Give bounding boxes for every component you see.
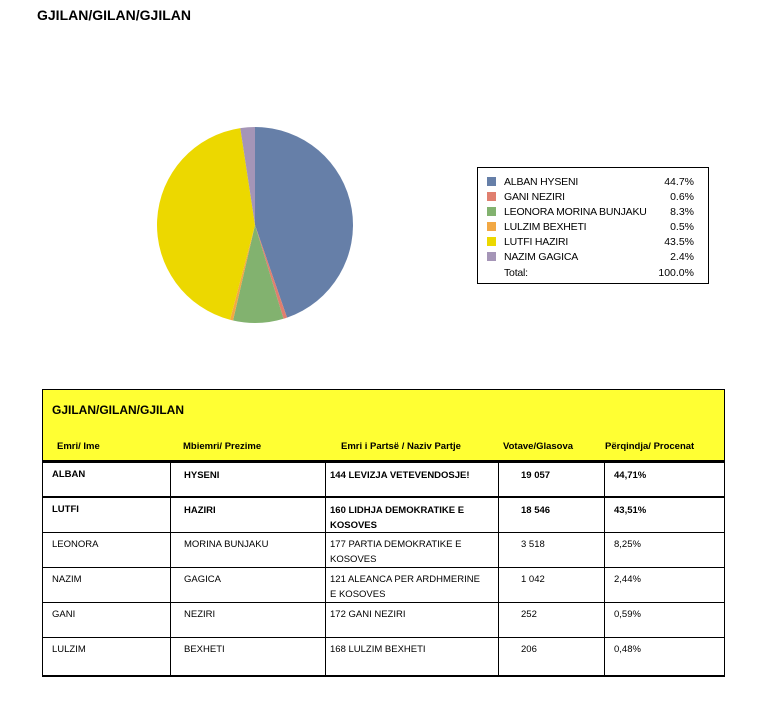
column-divider [604,603,605,638]
table-border [724,463,725,498]
cell-party-line1: 177 PARTIA DEMOKRATIKE E [330,539,462,550]
cell-votes: 206 [521,644,537,655]
column-header-last-name: Mbiemri/ Prezime [183,441,262,452]
legend-label: NAZIM GAGICA [504,250,579,263]
legend-swatch [487,222,496,231]
cell-votes: 1 042 [521,574,545,585]
column-header-party: Emri i Partsë / Naziv Partje [341,441,461,452]
legend-label: LUTFI HAZIRI [504,235,569,248]
cell-last-name: GAGICA [184,574,221,585]
table-border [42,498,43,534]
cell-party-line2: KOSOVES [330,520,377,531]
legend-value: 44.7% [664,175,694,188]
results-table [42,389,725,677]
column-divider [604,498,605,534]
cell-party-line1: 160 LIDHJA DEMOKRATIKE E [330,505,465,516]
legend-label: ALBAN HYSENI [504,175,579,188]
cell-party-line2: KOSOVES [330,554,377,565]
table-border [42,463,43,498]
table-row [42,567,725,602]
cell-last-name: NEZIRI [184,609,216,620]
column-divider [325,568,326,603]
cell-last-name: BEXHETI [184,644,225,655]
column-divider [498,533,499,568]
table-border [42,533,43,568]
cell-first-name: LULZIM [52,644,86,655]
cell-votes: 18 546 [521,505,551,516]
legend-label: GANI NEZIRI [504,190,565,203]
column-divider [170,498,171,534]
table-header [42,389,725,461]
cell-party-line1: 168 LULZIM BEXHETI [330,644,426,655]
table-row [42,461,725,496]
table-row [42,602,725,637]
legend-value: 43.5% [664,235,694,248]
cell-last-name: MORINA BUNJAKU [184,539,269,550]
legend-value: 0.6% [670,190,694,203]
column-divider [604,463,605,498]
cell-party-line1: 144 LEVIZJA VETEVENDOSJE! [330,470,470,481]
legend-total-value: 100.0% [658,266,694,279]
table-border [724,498,725,534]
cell-percent: 2,44% [614,574,641,585]
table-border [724,533,725,568]
cell-first-name: LUTFI [52,504,79,515]
cell-percent: 8,25% [614,539,641,550]
table-border [42,638,43,676]
table-row [42,496,725,532]
legend-swatch [487,252,496,261]
cell-first-name: GANI [52,609,76,620]
legend-item [487,189,694,204]
cell-last-name: HYSENI [184,470,220,481]
table-bottom-border [42,675,725,677]
table-row [42,637,725,675]
table-border [42,568,43,603]
column-divider [325,638,326,676]
cell-percent: 0,48% [614,644,641,655]
column-divider [604,533,605,568]
legend-value: 0.5% [670,220,694,233]
column-divider [498,603,499,638]
column-divider [498,568,499,603]
cell-votes: 3 518 [521,539,545,550]
column-divider [170,568,171,603]
legend-total-label: Total: [504,266,528,279]
column-divider [170,638,171,676]
cell-percent: 0,59% [614,609,641,620]
chart-legend [477,167,709,284]
column-divider [325,533,326,568]
cell-first-name: NAZIM [52,574,82,585]
table-border [724,568,725,603]
legend-value: 2.4% [670,250,694,263]
legend-value: 8.3% [670,205,694,218]
table-title: GJILAN/GILAN/GJILAN [52,403,185,417]
legend-label: LEONORA MORINA BUNJAKU [504,205,647,218]
column-divider [498,498,499,534]
cell-votes: 19 057 [521,470,551,481]
column-divider [325,603,326,638]
column-divider [604,638,605,676]
table-border [724,603,725,638]
column-divider [604,568,605,603]
cell-votes: 252 [521,609,537,620]
legend-item [487,219,694,234]
cell-first-name: ALBAN [52,469,86,480]
legend-swatch [487,207,496,216]
column-divider [325,498,326,534]
cell-last-name: HAZIRI [184,505,216,516]
legend-item [487,174,694,189]
column-divider [498,638,499,676]
legend-swatch [487,237,496,246]
column-divider [170,533,171,568]
cell-party-line1: 172 GANI NEZIRI [330,609,406,620]
table-border [724,638,725,676]
cell-party-line2: E KOSOVES [330,589,386,600]
column-header-first-name: Emri/ Ime [57,441,100,452]
legend-label: LULZIM BEXHETI [504,220,587,233]
table-border [42,603,43,638]
column-header-percent: Përqindja/ Procenat [605,441,695,452]
pie-chart [150,122,360,332]
legend-item [487,204,694,219]
legend-item [487,249,694,264]
cell-first-name: LEONORA [52,539,99,550]
table-row [42,532,725,567]
cell-percent: 44,71% [614,470,647,481]
page-title: GJILAN/GILAN/GJILAN [37,7,192,23]
column-divider [170,463,171,498]
column-divider [325,463,326,498]
legend-swatch [487,177,496,186]
legend-swatch [487,192,496,201]
column-divider [170,603,171,638]
column-divider [498,463,499,498]
cell-party-line1: 121 ALEANCA PER ARDHMERINE [330,574,480,585]
legend-item [487,234,694,249]
legend-total [487,265,694,280]
column-header-votes: Votave/Glasova [503,441,574,452]
cell-percent: 43,51% [614,505,647,516]
